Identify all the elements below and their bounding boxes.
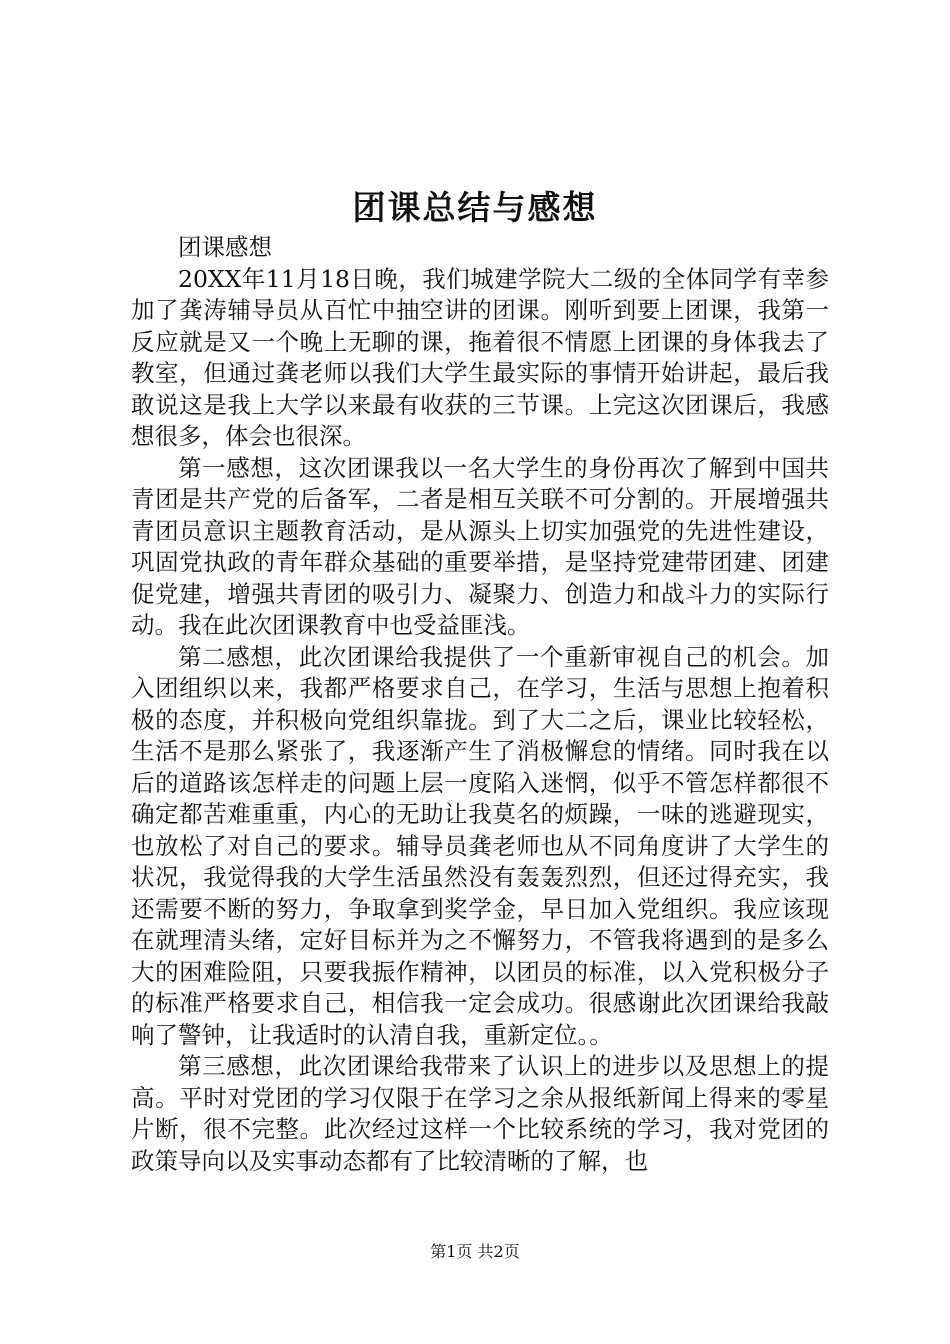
page-number-footer: 第1页 共2页 xyxy=(430,1242,520,1261)
paragraph-first-reflection: 第一感想，这次团课我以一名大学生的身份再次了解到中国共青团是共产党的后备军，二者是相互关联不可分割的。开展增强共青团员意识主题教育活动，是从源头上切实加强党的先进性建设，巩固党执政的青年群众基础的重要举措，是坚持党建带团建、团建促党建，增强共青团的吸引力、凝聚力、创造力和战斗力的实际行动。我在此次团课教育中也受益匪浅。 xyxy=(131,453,829,639)
section-heading: 团课感想 xyxy=(178,233,272,261)
paragraph-intro: 20XX年11月18日晚，我们城建学院大二级的全体同学有幸参加了龚涛辅导员从百忙中抽空讲的团课。刚听到要上团课，我第一反应就是又一个晚上无聊的课，拖着很不情愿上团课的身体我去了教室，但通过龚老师以我们大学生最实际的事情开始讲起，最后我敢说这是我上大学以来最有收获的三节课。上完这次团课后，我感想很多，体会也很深。 xyxy=(131,264,829,450)
paragraph-second-reflection: 第二感想，此次团课给我提供了一个重新审视自己的机会。加入团组织以来，我都严格要求自己，在学习，生活与思想上抱着积极的态度，并积极向党组织靠拢。到了大二之后，课业比较轻松，生活不是那么紧张了，我逐渐产生了消极懈怠的情绪。同时我在以后的道路该怎样走的问题上层一度陷入迷惘，似乎不管怎样都很不确定都苦难重重，内心的无助让我莫名的烦躁，一味的逃避现实，也放松了对自己的要求。辅导员龚老师也从不同角度讲了大学生的状况，我觉得我的大学生活虽然没有轰轰烈烈，但还过得充实，我还需要不断的努力，争取拿到奖学金，早日加入党组织。我应该现在就理清头绪，定好目标并为之不懈努力，不管我将遇到的是多么大的困难险阻，只要我振作精神，以团员的标准，以入党积极分子的标准严格要求自己，相信我一定会成功。很感谢此次团课给我敲响了警钟，让我适时的认清自我，重新定位。。 xyxy=(131,642,829,1049)
document-body xyxy=(131,232,829,1177)
document-title: 团课总结与感想 xyxy=(352,188,598,227)
paragraph-third-reflection: 第三感想，此次团课给我带来了认识上的进步以及思想上的提高。平时对党团的学习仅限于在学习之余从报纸新闻上得来的零星片断，很不完整。此次经过这样一个比较系统的学习，我对党团的政策导向以及实事动态都有了比较清晰的了解，也 xyxy=(131,1052,829,1175)
